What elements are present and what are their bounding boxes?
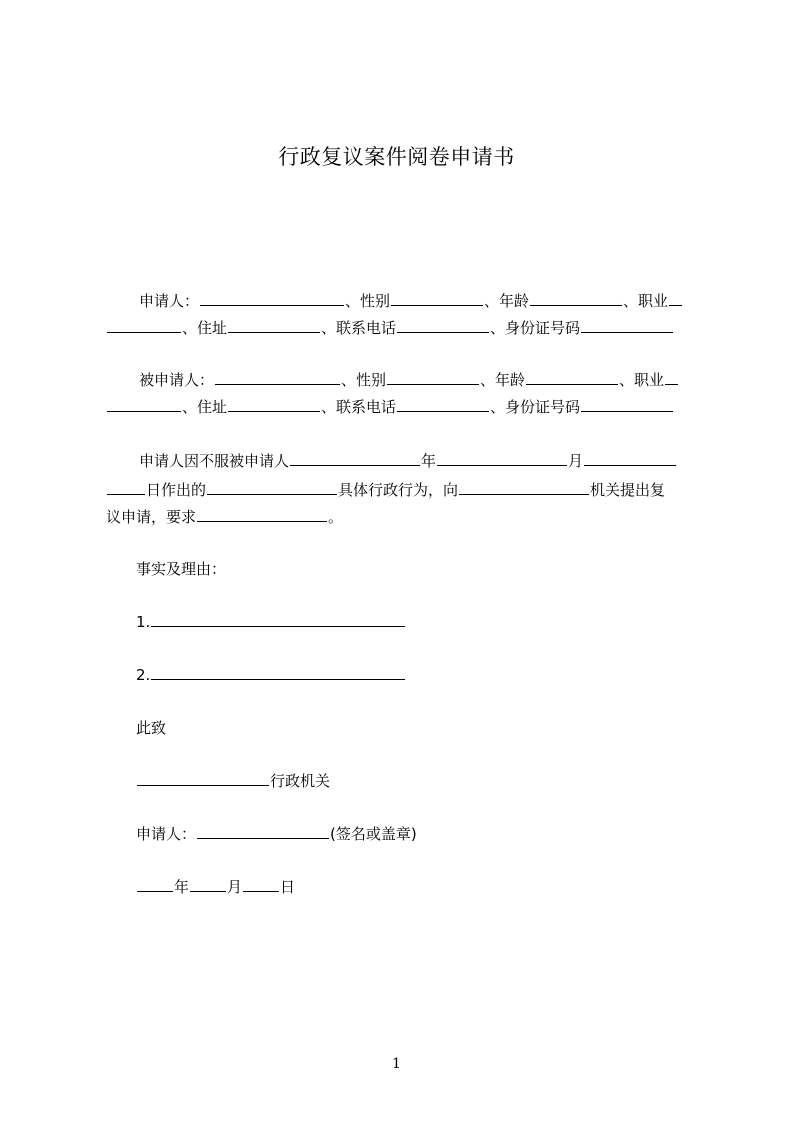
respondent-line-2 (106, 397, 674, 417)
applicant-sex-label: 、性别 (345, 292, 391, 310)
applicant-sex-blank[interactable] (391, 291, 483, 306)
applicant-id-label: 、身份证号码 (490, 319, 581, 337)
request-day-made-label: 日作出的 (146, 481, 207, 499)
request-line-2 (106, 480, 665, 500)
applicant-phone-label: 、联系电话 (321, 319, 397, 337)
date-year-blank[interactable] (137, 877, 173, 892)
signature-blank[interactable] (197, 824, 329, 839)
signature-note: (签名或盖章) (330, 825, 417, 843)
applicant-occupation-label: 、职业 (623, 292, 669, 310)
applicant-line-1 (139, 291, 683, 311)
request-month-label: 月 (568, 452, 584, 470)
applicant-label: 申请人： (139, 292, 200, 310)
request-demand-blank[interactable] (197, 507, 327, 522)
respondent-id-label: 、身份证号码 (490, 398, 581, 416)
request-line-1 (139, 451, 677, 471)
request-day-blank[interactable] (107, 480, 145, 495)
respondent-age-blank[interactable] (526, 370, 618, 385)
applicant-line-2 (106, 318, 674, 338)
request-text-1: 申请人因不服被申请人 (139, 452, 290, 470)
signature-label: 申请人： (136, 825, 197, 843)
request-year-blank[interactable] (437, 451, 567, 466)
date-day-blank[interactable] (243, 877, 279, 892)
facts-label: 事实及理由： (136, 560, 227, 578)
request-line-3 (106, 507, 343, 527)
respondent-address-label: 、住址 (182, 398, 228, 416)
page-number: 1 (392, 1056, 401, 1072)
reason-item-2 (136, 665, 406, 685)
reason-item-1 (136, 612, 406, 632)
applicant-occupation-blank-b[interactable] (107, 318, 181, 333)
document-title: 行政复议案件阅卷申请书 (278, 145, 515, 169)
applicant-name-blank[interactable] (200, 291, 344, 306)
respondent-phone-blank[interactable] (397, 397, 489, 412)
agency-label: 行政机关 (270, 772, 331, 790)
applicant-phone-blank[interactable] (397, 318, 489, 333)
respondent-sex-blank[interactable] (387, 370, 479, 385)
applicant-address-blank[interactable] (228, 318, 320, 333)
applicant-id-blank[interactable] (581, 318, 673, 333)
agency-name-blank[interactable] (137, 771, 269, 786)
decision-content-blank[interactable] (207, 480, 337, 495)
reason-number-2: 2. (136, 666, 151, 684)
date-month-blank[interactable] (190, 877, 226, 892)
respondent-line-1 (139, 370, 679, 390)
review-agency-blank[interactable] (459, 480, 589, 495)
reason-1-blank[interactable] (151, 612, 405, 627)
date-day-label: 日 (280, 878, 296, 896)
reason-number-1: 1. (136, 613, 151, 631)
request-text-2: 议申请，要求 (106, 508, 197, 526)
request-month-blank[interactable] (584, 451, 676, 466)
agency-line (136, 771, 330, 791)
applicant-age-blank[interactable] (530, 291, 622, 306)
date-line (136, 877, 295, 897)
respondent-name-blank[interactable] (215, 370, 340, 385)
decision-unit-blank[interactable] (290, 451, 420, 466)
request-agency-submit: 机关提出复 (590, 481, 666, 499)
applicant-occupation-blank-a[interactable] (669, 291, 682, 306)
reason-2-blank[interactable] (151, 665, 405, 680)
date-year-label: 年 (174, 878, 190, 896)
respondent-occupation-blank-a[interactable] (665, 370, 678, 385)
respondent-occupation-label: 、职业 (619, 371, 665, 389)
date-month-label: 月 (227, 878, 243, 896)
request-year-label: 年 (421, 452, 437, 470)
signature-line (136, 824, 417, 844)
respondent-age-label: 、年龄 (480, 371, 526, 389)
applicant-address-label: 、住址 (182, 319, 228, 337)
applicant-age-label: 、年龄 (484, 292, 530, 310)
respondent-sex-label: 、性别 (341, 371, 387, 389)
respondent-phone-label: 、联系电话 (321, 398, 397, 416)
salutation: 此致 (136, 719, 167, 737)
respondent-occupation-blank-b[interactable] (107, 397, 181, 412)
respondent-id-blank[interactable] (581, 397, 673, 412)
respondent-label: 被申请人： (139, 371, 215, 389)
request-end-mark: 。 (328, 508, 344, 526)
request-specific-act: 具体行政行为，向 (338, 481, 459, 499)
respondent-address-blank[interactable] (228, 397, 320, 412)
